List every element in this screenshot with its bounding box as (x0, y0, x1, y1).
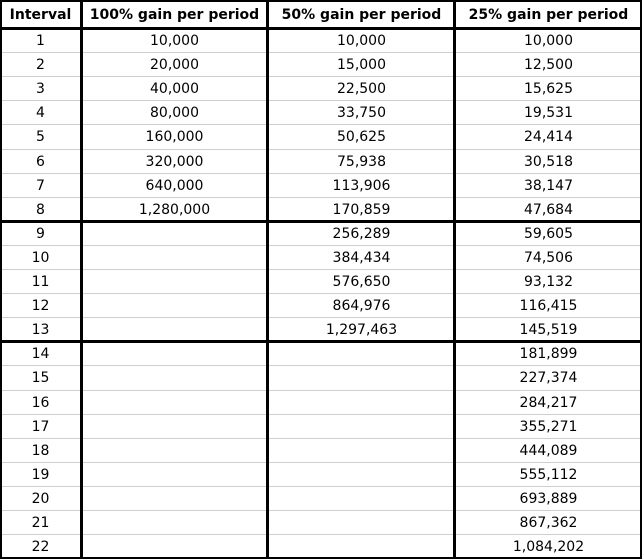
row-divider (0, 52, 642, 53)
header-interval[interactable]: Interval (9, 7, 72, 23)
gain-50-cell[interactable] (268, 342, 455, 366)
table-row (0, 77, 642, 101)
row-divider (0, 390, 642, 391)
table-row (0, 270, 642, 294)
gain-50-cell[interactable]: 864,976 (332, 298, 391, 315)
gain-50-cell[interactable] (268, 535, 455, 559)
table-row (0, 439, 642, 463)
gain-25-cell[interactable]: 116,415 (519, 298, 578, 315)
gain-50-cell[interactable] (268, 463, 455, 487)
section-divider (0, 220, 642, 223)
gain-50-cell[interactable]: 22,500 (337, 81, 386, 98)
interval-cell[interactable]: 13 (31, 322, 50, 339)
column-divider (266, 0, 269, 559)
row-divider (0, 100, 642, 101)
gain-25-cell[interactable]: 145,519 (519, 322, 578, 339)
gain-25-cell[interactable]: 181,899 (519, 346, 578, 363)
interval-cell[interactable]: 17 (31, 418, 50, 435)
gain-100-cell[interactable] (81, 535, 268, 559)
table-row (0, 415, 642, 439)
gain-100-cell[interactable] (81, 463, 268, 487)
interval-cell[interactable]: 3 (36, 81, 45, 98)
interval-cell[interactable]: 6 (36, 153, 45, 170)
table-row (0, 366, 642, 390)
gain-25-cell[interactable]: 30,518 (524, 153, 573, 170)
table-row (0, 101, 642, 125)
row-divider (0, 173, 642, 174)
gain-50-cell[interactable] (268, 487, 455, 511)
gain-50-cell[interactable] (268, 511, 455, 535)
table-row (0, 463, 642, 487)
table-row (0, 294, 642, 318)
gain-25-cell[interactable]: 867,362 (519, 515, 578, 531)
gain-100-cell[interactable]: 40,000 (150, 81, 199, 98)
row-divider (0, 76, 642, 77)
interval-cell[interactable]: 10 (31, 249, 50, 266)
gain-100-cell[interactable] (81, 391, 268, 415)
gain-50-cell[interactable]: 256,289 (332, 225, 391, 242)
gain-100-cell[interactable] (81, 439, 268, 463)
row-divider (0, 462, 642, 463)
interval-cell[interactable]: 21 (31, 515, 50, 531)
row-divider (0, 293, 642, 294)
row-divider (0, 124, 642, 125)
gain-100-cell[interactable] (81, 487, 268, 511)
table-row (0, 342, 642, 366)
interval-cell[interactable]: 19 (31, 466, 50, 483)
row-divider (0, 197, 642, 198)
interval-cell[interactable]: 7 (36, 177, 45, 194)
gain-100-cell[interactable]: 10,000 (150, 33, 199, 49)
gain-100-cell[interactable] (81, 511, 268, 535)
gain-100-cell[interactable] (81, 318, 268, 342)
row-divider (0, 534, 642, 535)
interval-cell[interactable]: 12 (31, 298, 50, 315)
interval-cell[interactable]: 9 (36, 225, 45, 242)
gain-100-cell[interactable]: 20,000 (150, 57, 199, 74)
interval-cell[interactable]: 15 (31, 370, 50, 387)
interval-cell[interactable]: 18 (31, 442, 50, 459)
gain-25-cell[interactable]: 693,889 (519, 490, 578, 507)
header-50-percent[interactable]: 50% gain per period (281, 7, 442, 23)
gain-25-cell[interactable]: 15,625 (524, 81, 573, 98)
table-row (0, 487, 642, 511)
gain-100-cell[interactable] (81, 270, 268, 294)
gain-100-cell[interactable]: 80,000 (150, 105, 199, 122)
gain-25-cell[interactable]: 74,506 (524, 249, 573, 266)
interval-cell[interactable]: 8 (36, 201, 45, 218)
gain-50-cell[interactable]: 33,750 (337, 105, 386, 122)
gain-25-cell[interactable]: 59,605 (524, 225, 573, 242)
table-row (0, 29, 642, 53)
interval-cell[interactable]: 2 (36, 57, 45, 74)
gain-25-cell[interactable]: 19,531 (524, 105, 573, 122)
table-row (0, 222, 642, 246)
interval-cell[interactable]: 14 (31, 346, 50, 363)
header-100-percent[interactable]: 100% gain per period (89, 7, 260, 23)
interval-cell[interactable]: 4 (36, 105, 45, 122)
gain-100-cell[interactable] (81, 294, 268, 318)
gain-25-cell[interactable]: 444,089 (519, 442, 578, 459)
row-divider (0, 438, 642, 439)
row-divider (0, 486, 642, 487)
gain-25-cell[interactable]: 1,084,202 (512, 539, 585, 556)
interval-cell[interactable]: 22 (31, 539, 50, 556)
gain-25-cell[interactable]: 284,217 (519, 394, 578, 411)
gain-100-cell[interactable] (81, 222, 268, 246)
gain-50-cell[interactable]: 50,625 (337, 129, 386, 146)
row-divider (0, 245, 642, 246)
gain-100-cell[interactable]: 640,000 (145, 177, 204, 194)
row-divider (0, 510, 642, 511)
gain-100-cell[interactable] (81, 415, 268, 439)
gain-100-cell[interactable]: 1,280,000 (138, 201, 211, 218)
gain-50-cell[interactable] (268, 415, 455, 439)
gain-100-cell[interactable]: 320,000 (145, 153, 204, 170)
interval-cell[interactable]: 11 (31, 274, 50, 290)
gain-50-cell[interactable]: 75,938 (337, 153, 386, 170)
gain-50-cell[interactable]: 10,000 (337, 33, 386, 49)
gain-50-cell[interactable]: 384,434 (332, 249, 391, 266)
interval-cell[interactable]: 5 (36, 129, 45, 146)
gain-100-cell[interactable] (81, 366, 268, 390)
table-row (0, 125, 642, 149)
interval-cell[interactable]: 20 (31, 490, 50, 507)
gain-50-cell[interactable] (268, 366, 455, 390)
gain-50-cell[interactable] (268, 439, 455, 463)
row-divider (0, 149, 642, 150)
table-row (0, 53, 642, 77)
column-divider (80, 0, 83, 559)
section-divider (0, 27, 642, 30)
gain-50-cell[interactable]: 15,000 (337, 57, 386, 74)
gain-25-cell[interactable]: 12,500 (524, 57, 573, 74)
table-header-row (0, 3, 642, 27)
gain-100-cell[interactable] (81, 246, 268, 270)
gain-25-cell[interactable]: 47,684 (524, 201, 573, 218)
gain-50-cell[interactable]: 170,859 (332, 201, 391, 218)
table-row (0, 535, 642, 559)
row-divider (0, 414, 642, 415)
row-divider (0, 365, 642, 366)
gain-25-cell[interactable]: 227,374 (519, 370, 578, 387)
gain-100-cell[interactable] (81, 342, 268, 366)
interval-cell[interactable]: 16 (31, 394, 50, 411)
gain-50-cell[interactable]: 576,650 (332, 274, 391, 290)
gain-50-cell[interactable] (268, 391, 455, 415)
column-divider (453, 0, 456, 559)
gain-25-cell[interactable]: 10,000 (524, 33, 573, 49)
table-row (0, 246, 642, 270)
gain-25-cell[interactable]: 93,132 (524, 274, 573, 290)
row-divider (0, 269, 642, 270)
table-row (0, 174, 642, 198)
table-row (0, 511, 642, 535)
gain-25-cell[interactable]: 38,147 (524, 177, 573, 194)
gain-25-cell[interactable]: 355,271 (519, 418, 578, 435)
interval-cell[interactable]: 1 (36, 33, 45, 49)
row-divider (0, 317, 642, 318)
gain-25-cell[interactable]: 24,414 (524, 129, 573, 146)
gain-50-cell[interactable]: 1,297,463 (325, 322, 398, 339)
table-row (0, 150, 642, 174)
section-divider (0, 340, 642, 343)
header-25-percent[interactable]: 25% gain per period (468, 7, 629, 23)
table-row (0, 391, 642, 415)
table-row (0, 318, 642, 342)
gain-25-cell[interactable]: 555,112 (519, 466, 578, 483)
table-row (0, 198, 642, 222)
gain-100-cell[interactable]: 160,000 (145, 129, 204, 146)
gain-50-cell[interactable]: 113,906 (332, 177, 391, 194)
